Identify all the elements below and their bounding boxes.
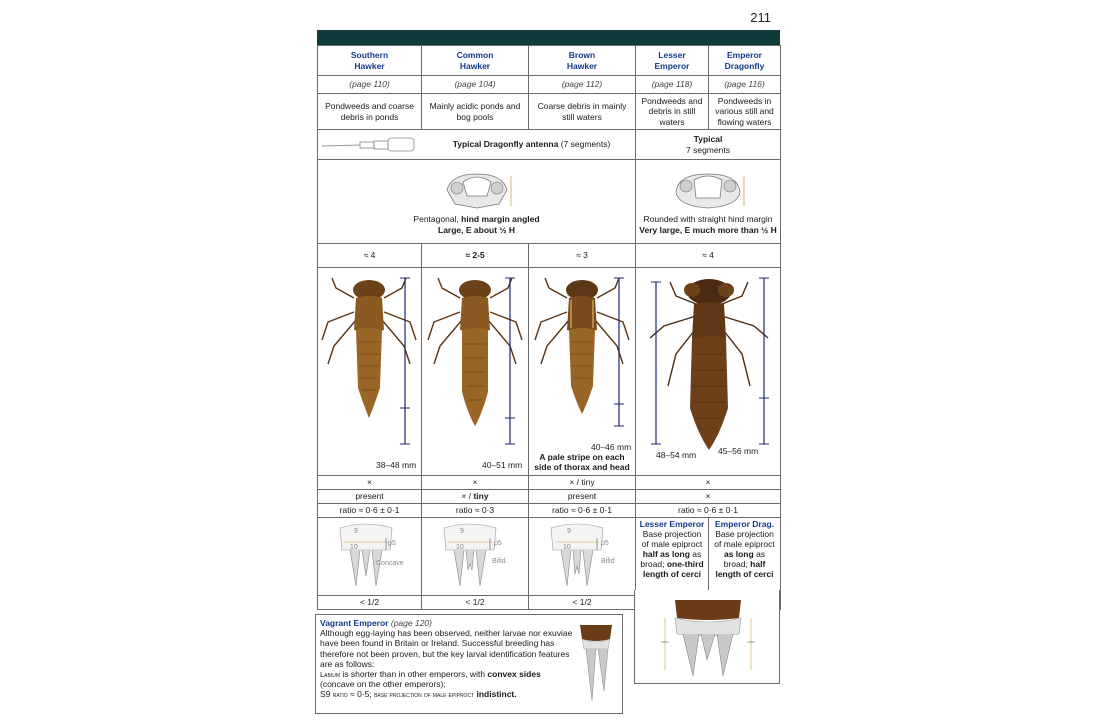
spine-a-southern: × bbox=[318, 476, 422, 490]
seg10-label: 10 bbox=[456, 544, 464, 551]
size-southern: 38–48 mm bbox=[376, 460, 417, 470]
emperor-larva bbox=[636, 268, 781, 476]
size-lesser-emperor: 48–54 mm bbox=[656, 450, 697, 460]
final-common: < 1/2 bbox=[422, 596, 529, 610]
emperor-antenna-cell: Typical 7 segments bbox=[636, 130, 781, 160]
southern-epiproct-illustration bbox=[336, 520, 396, 592]
vagrant-emperor-box bbox=[315, 614, 623, 714]
emperor-mask-cell: Rounded with straight hind margin Very large, E much more than ½ H bbox=[636, 160, 781, 244]
page-ref: (page 110) bbox=[318, 76, 422, 94]
page-ref: (page 116) bbox=[709, 76, 781, 94]
epiproct-southern-cell bbox=[318, 518, 422, 596]
lateral-spine-row-a bbox=[318, 476, 781, 490]
habitat-text: Pondweeds in various still and flowing waters bbox=[709, 94, 781, 130]
ratio-brown: ≈ 3 bbox=[529, 244, 636, 268]
spine-b-southern: present bbox=[318, 490, 422, 504]
lateral-spine-row-b bbox=[318, 490, 781, 504]
epiproct-brown-cell bbox=[529, 518, 636, 596]
epiproct-common-cell bbox=[422, 518, 529, 596]
larva-brown-cell bbox=[529, 268, 636, 476]
seg9-label: 9 bbox=[567, 528, 571, 535]
species-brown-hawker: Brown Hawker bbox=[529, 46, 636, 76]
identification-key-table bbox=[317, 45, 781, 610]
epi-ratio-brown: ratio ≈ 0·6 ± 0·1 bbox=[529, 504, 636, 518]
p5-label: p5 bbox=[494, 540, 502, 547]
larva-row bbox=[318, 268, 781, 476]
seg10-label: 10 bbox=[563, 544, 571, 551]
size-emperor: 45–56 mm bbox=[718, 446, 759, 456]
seg9-label: 9 bbox=[354, 528, 358, 535]
epi-ratio-common: ratio ≈ 0·3 bbox=[422, 504, 529, 518]
lesser-emperor-epiproct-note: Lesser Emperor Base projection of male epiproct half as long as broad; one-third length of cerci bbox=[636, 518, 709, 610]
brown-pale-stripe-note: A pale stripe on each side of thorax and head bbox=[534, 452, 630, 473]
p5-label: p5 bbox=[601, 540, 609, 547]
ratio-southern: ≈ 4 bbox=[318, 244, 422, 268]
book-page bbox=[315, 0, 785, 720]
emperor-epiproct-figure-box bbox=[634, 590, 780, 684]
epiproct-ratio-row bbox=[318, 504, 781, 518]
epiproct-shape-southern: Concave bbox=[376, 560, 404, 567]
size-common: 40–51 mm bbox=[482, 460, 523, 470]
ratio-common: ≈ 2-5 bbox=[422, 244, 529, 268]
brown-epiproct-illustration bbox=[547, 520, 607, 592]
page-ref-row bbox=[318, 76, 781, 94]
final-southern: < 1/2 bbox=[318, 596, 422, 610]
spine-b-brown: present bbox=[529, 490, 636, 504]
larva-southern-cell bbox=[318, 268, 422, 476]
epiproct-row bbox=[318, 518, 781, 596]
final-brown: < 1/2 bbox=[529, 596, 636, 610]
hawker-mask-cell: Pentagonal, hind margin angled Large, E about ½ H bbox=[318, 160, 636, 244]
species-name-row bbox=[318, 46, 781, 76]
page-number: 211 bbox=[750, 10, 771, 25]
hawker-head-illustration bbox=[437, 170, 517, 212]
mask-row bbox=[318, 160, 781, 244]
hawker-antenna-cell: Typical Dragonfly antenna (7 segments) bbox=[318, 130, 636, 160]
spine-a-brown: × / tiny bbox=[529, 476, 636, 490]
southern-hawker-larva bbox=[318, 268, 422, 476]
ratio-emperors: ≈ 4 bbox=[636, 244, 781, 268]
antenna-illustration bbox=[320, 134, 420, 154]
page-ref: (page 112) bbox=[529, 76, 636, 94]
species-emperor-dragonfly: Emperor Dragonfly bbox=[709, 46, 781, 76]
seg9-label: 9 bbox=[460, 528, 464, 535]
emperor-epiproct-illustration bbox=[635, 590, 781, 684]
page-ref: (page 118) bbox=[636, 76, 709, 94]
vagrant-epiproct-illustration bbox=[578, 621, 614, 707]
p5-label: p5 bbox=[388, 540, 396, 547]
larva-common-cell bbox=[422, 268, 529, 476]
epi-ratio-southern: ratio ≈ 0·6 ± 0·1 bbox=[318, 504, 422, 518]
common-epiproct-illustration bbox=[440, 520, 500, 592]
larva-emperor-cell bbox=[636, 268, 781, 476]
species-common-hawker: Common Hawker bbox=[422, 46, 529, 76]
spine-b-emperors: × bbox=[636, 490, 781, 504]
spine-a-emperors: × bbox=[636, 476, 781, 490]
size-brown: 40–46 mm bbox=[591, 442, 632, 452]
emperor-dragonfly-epiproct-note: Emperor Drag. Base projection of male epiproct as long as broad; half length of cerci bbox=[709, 518, 781, 610]
spine-a-common: × bbox=[422, 476, 529, 490]
species-lesser-emperor: Lesser Emperor bbox=[636, 46, 709, 76]
habitat-text: Pondweeds and coarse debris in ponds bbox=[318, 94, 422, 130]
species-southern-hawker: Southern Hawker bbox=[318, 46, 422, 76]
habitat-row bbox=[318, 94, 781, 130]
epiproct-shape-common: Bifid bbox=[492, 558, 506, 565]
ratio-row bbox=[318, 244, 781, 268]
epi-ratio-emperors: ratio ≈ 0·6 ± 0·1 bbox=[636, 504, 781, 518]
habitat-text: Mainly acidic ponds and bog pools bbox=[422, 94, 529, 130]
habitat-text: Pondweeds and debris in still waters bbox=[636, 94, 709, 130]
antenna-row bbox=[318, 130, 781, 160]
emperor-head-illustration bbox=[668, 170, 748, 212]
epiproct-shape-brown: Bifid bbox=[601, 558, 615, 565]
page-ref: (page 104) bbox=[422, 76, 529, 94]
habitat-text: Coarse debris in mainly still waters bbox=[529, 94, 636, 130]
header-band bbox=[317, 30, 780, 45]
vagrant-emperor-text: Vagrant Emperor (page 120) Although egg-laying has been observed, neither larvae nor exuviae have been found in Britain or Ireland. Successful breeding has therefore not been proven, but the key larval identification features are as follows: Labium is shorter than in other emperors, with convex sides (concave on the other emperors); S9 ratio ≈ 0·5; base projection of male epiproct indistinct. bbox=[320, 618, 573, 700]
spine-b-common: × / tiny bbox=[422, 490, 529, 504]
seg10-label: 10 bbox=[350, 544, 358, 551]
common-hawker-larva bbox=[422, 268, 529, 476]
